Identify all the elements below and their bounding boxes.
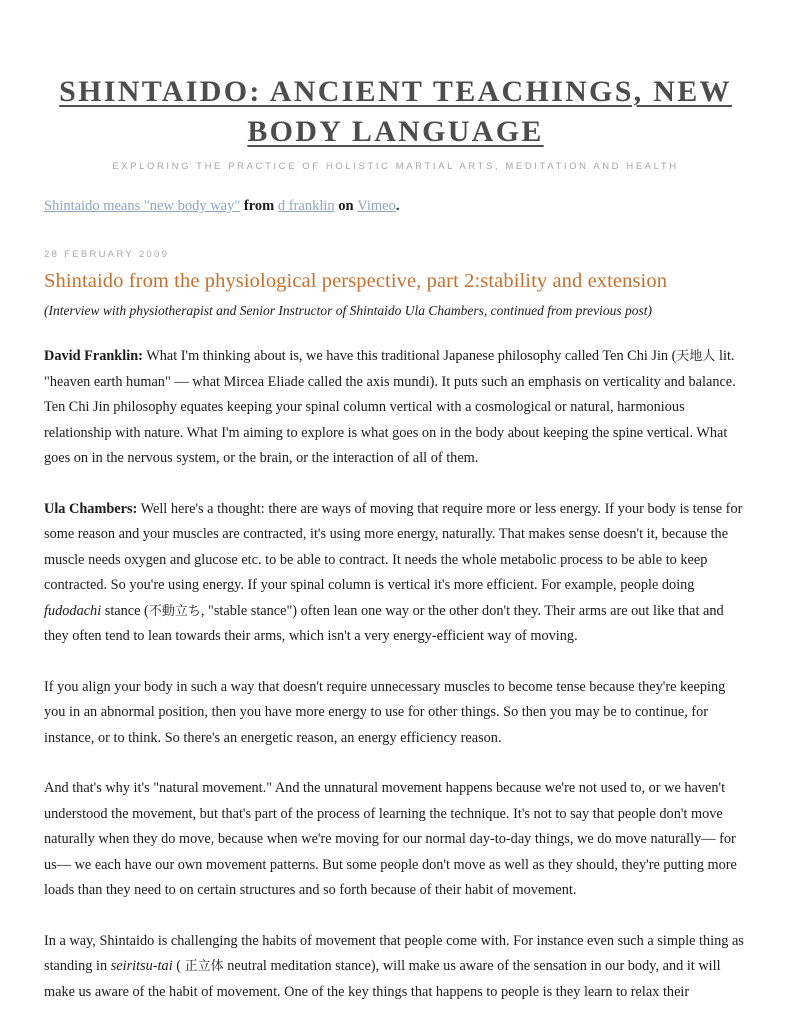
- post-paragraph: [44, 497, 747, 650]
- video-platform-link[interactable]: Vimeo: [357, 197, 396, 214]
- japanese-term: 不動立ち: [148, 603, 201, 619]
- post-paragraph: [44, 929, 747, 1006]
- paragraph-text: , "stable stance") often lean one way or the other don't they. Their arms are out like that and they often tend to lean towards their arms, which isn't a very energy-efficient way of moving.: [44, 602, 724, 645]
- post-subtitle: (Interview with physiotherapist and Senior Instructor of Shintaido Ula Chambers, continued from previous post): [44, 302, 652, 318]
- post-date: 28 FEBRUARY 2009: [44, 249, 170, 261]
- paragraph-speaker: Ula Chambers:: [44, 500, 138, 517]
- japanese-term: 天地人: [676, 349, 716, 365]
- post-paragraph: [44, 776, 747, 904]
- italic-term: fudodachi: [44, 602, 102, 619]
- paragraph-text: neutral meditation stance), will make us aware of the sensation in our body, and it will make us aware of the habit of movement. One of the key things that happens to people is they learn to relax their: [44, 958, 721, 1000]
- paragraph-text: (: [172, 958, 185, 975]
- blog-post: [0, 249, 791, 1005]
- post-title[interactable]: Shintaido from the physiological perspective, part 2:stability and extension: [44, 270, 668, 293]
- paragraph-speaker: David Franklin:: [44, 348, 143, 365]
- japanese-term: 正立体: [184, 959, 224, 975]
- credit-on-word: on: [338, 197, 354, 214]
- paragraph-text: lit. "heaven earth human" — what Mircea Eliade called the axis mundi). It puts such an emphasis on verticality and balance. Ten Chi Jin philosophy equates keeping your spinal column vertical with a cosmological or natural, harmonious relationship with nature. What I'm aiming to explore is what goes on in the body about keeping the spine vertical. What goes on in the nervous system, or the brain, or the interaction of all of them.: [44, 348, 736, 467]
- video-author-link[interactable]: d franklin: [277, 197, 335, 214]
- site-title: [44, 72, 747, 152]
- site-header: [0, 0, 791, 172]
- video-credit-line: [0, 196, 791, 216]
- paragraph-text: And that's why it's "natural movement." And the unnatural movement happens because we're not used to, or we haven't understood the movement, but that's part of the process of learning the technique. It's not to say that people don't move naturally when they do move, because when we're moving for our normal day-to-day things, we do move naturally— for us— we each have our own movement patterns. But some people don't move as well as they should, they're putting more loads than they need to on certain structures and so forth because of their habit of movement.: [44, 780, 737, 899]
- credit-period: .: [395, 197, 400, 214]
- site-tagline: EXPLORING THE PRACTICE OF HOLISTIC MARTIAL ARTS, MEDITATION AND HEALTH: [112, 160, 679, 172]
- post-paragraph: [44, 675, 747, 752]
- video-title-link[interactable]: Shintaido means "new body way": [44, 197, 241, 214]
- post-paragraph: [44, 344, 747, 472]
- italic-term: seiritsu-tai: [110, 958, 173, 975]
- credit-from-word: from: [243, 197, 275, 214]
- post-body: [44, 344, 747, 1005]
- site-title-line-2: BODY LANGUAGE: [247, 114, 544, 148]
- paragraph-text: Well here's a thought: there are ways of moving that require more or less energy. If your body is tense for some reason and your muscles are contracted, it's using more energy, naturally. That makes sense doesn't it, because the muscle needs oxygen and glucose etc. to be able to contract. It needs the whole metabolic process to be able to keep contracted. So you're using energy. If your spinal column is vertical it's more efficient. For example, people doing: [44, 500, 743, 594]
- paragraph-text: If you align your body in such a way that doesn't require unnecessary muscles to become tense because they're keeping you in an abnormal position, then you have more energy to use for other things. So then you may be to continue, for instance, or to think. So there's an energetic reason, an energy efficiency reason.: [44, 678, 726, 746]
- site-title-line-1: SHINTAIDO: ANCIENT TEACHINGS, NEW: [59, 75, 732, 108]
- paragraph-text: In a way, Shintaido is challenging the habits of movement that people come with. For instance even such a simple thing as standing in: [44, 932, 744, 975]
- paragraph-text: stance (: [101, 602, 149, 619]
- paragraph-text: What I'm thinking about is, we have this traditional Japanese philosophy called Ten Chi Jin (: [142, 348, 677, 365]
